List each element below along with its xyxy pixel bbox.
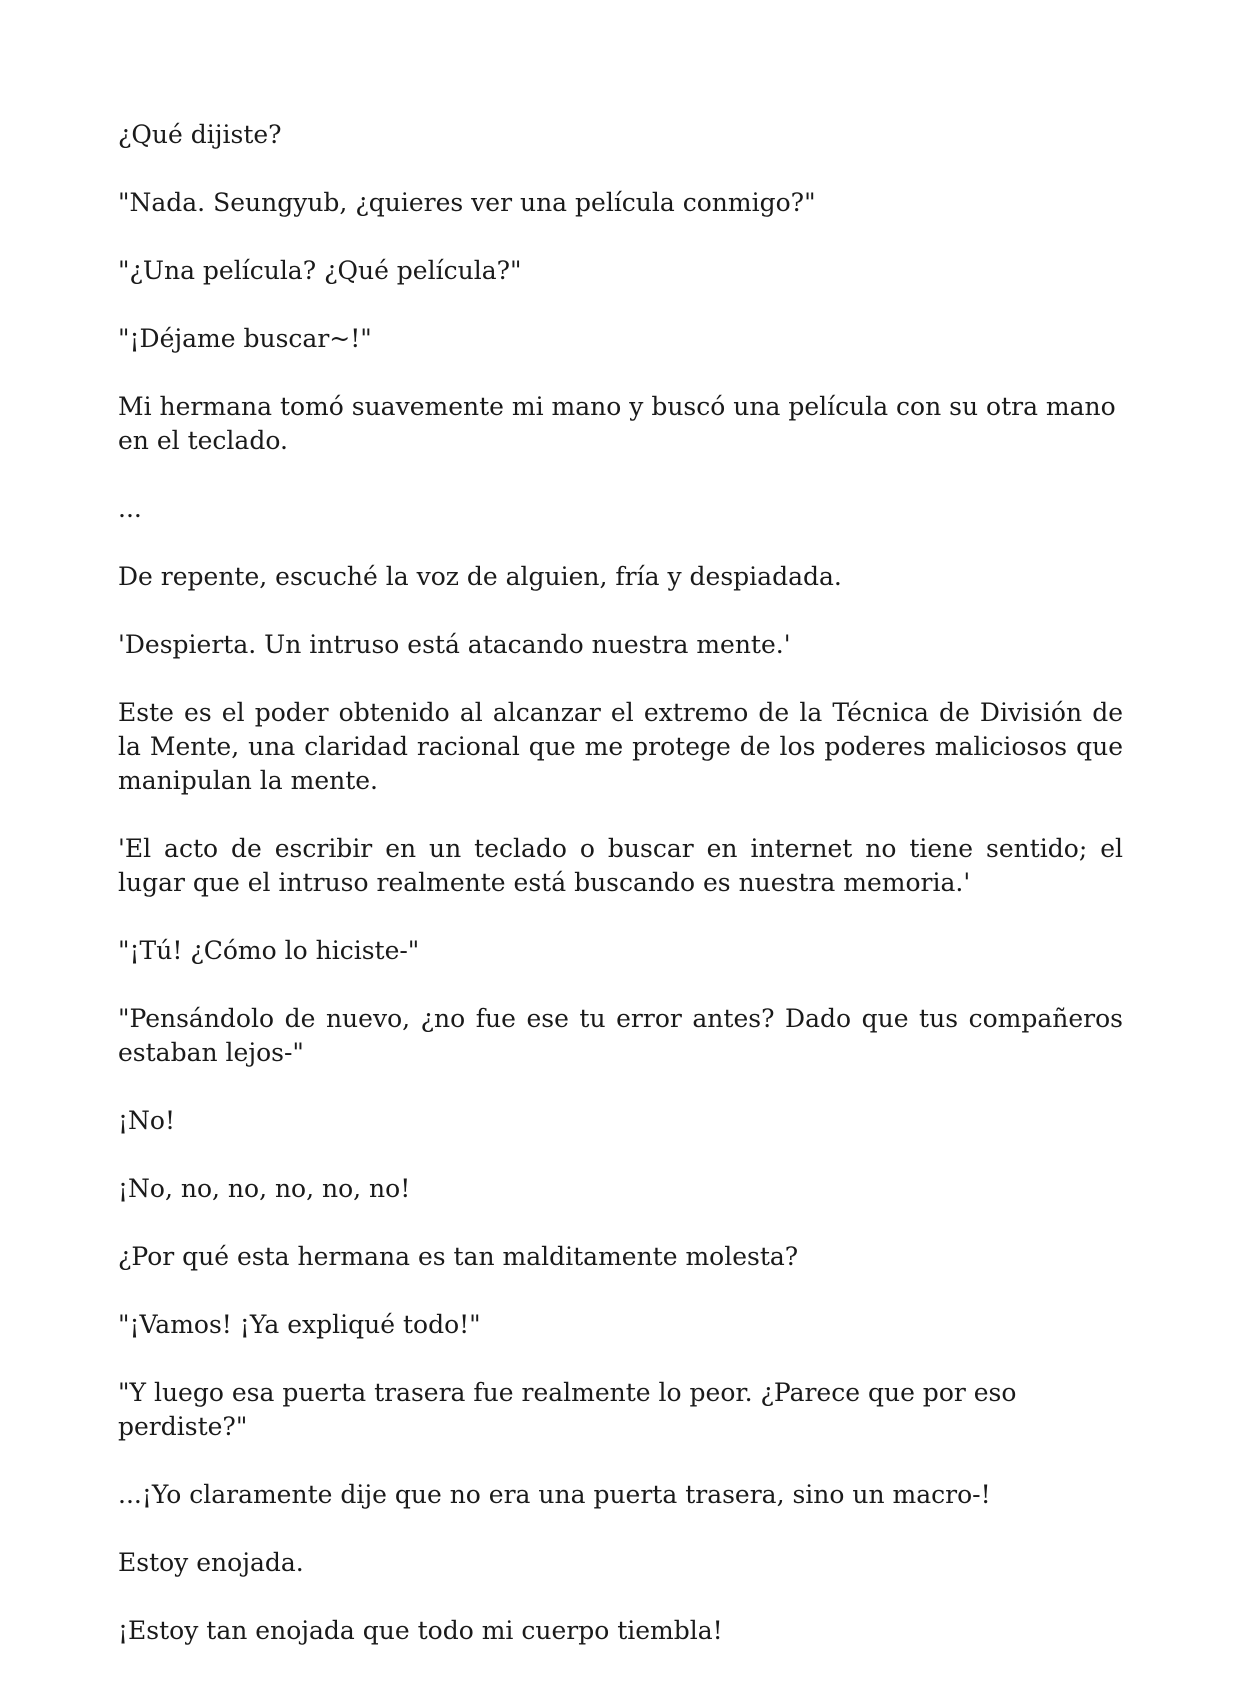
paragraph: ...¡Yo claramente dije que no era una puerta trasera, sino un macro-! <box>118 1480 991 1509</box>
paragraph: ¡Estoy tan enojada que todo mi cuerpo tiembla! <box>118 1616 723 1645</box>
paragraph: "¡Tú! ¿Cómo lo hiciste-" <box>118 936 420 965</box>
paragraph: ... <box>118 494 142 523</box>
paragraph: ¿Por qué esta hermana es tan malditamente molesta? <box>118 1242 799 1271</box>
paragraph: "Pensándolo de nuevo, ¿no fue ese tu error antes? Dado que tus compañeros estaban lejos-" <box>118 1004 1123 1067</box>
paragraph: "¡Déjame buscar~!" <box>118 324 372 353</box>
paragraph: De repente, escuché la voz de alguien, fría y despiadada. <box>118 562 842 591</box>
paragraph: 'Despierta. Un intruso está atacando nuestra mente.' <box>118 630 791 659</box>
paragraph: "Y luego esa puerta trasera fue realmente lo peor. ¿Parece que por eso perdiste?" <box>118 1378 1017 1441</box>
paragraph: ¡No! <box>118 1106 176 1135</box>
text-body <box>118 118 1123 1682</box>
paragraph: Este es el poder obtenido al alcanzar el extremo de la Técnica de División de la Mente, una claridad racional que me protege de los poderes maliciosos que manipulan la mente. <box>118 698 1123 795</box>
paragraph: "Nada. Seungyub, ¿quieres ver una película conmigo?" <box>118 188 816 217</box>
paragraph: ¿Qué dijiste? <box>118 120 282 149</box>
paragraph: ¡No, no, no, no, no, no! <box>118 1174 411 1203</box>
paragraph: Estoy enojada. <box>118 1548 304 1577</box>
paragraph: Mi hermana tomó suavemente mi mano y buscó una película con su otra mano en el teclado. <box>118 392 1116 455</box>
paragraph: "¡Vamos! ¡Ya expliqué todo!" <box>118 1310 481 1339</box>
paragraph: 'El acto de escribir en un teclado o buscar en internet no tiene sentido; el lugar que el intruso realmente está buscando es nuestra memoria.' <box>118 834 1123 897</box>
paragraph: "¿Una película? ¿Qué película?" <box>118 256 522 285</box>
